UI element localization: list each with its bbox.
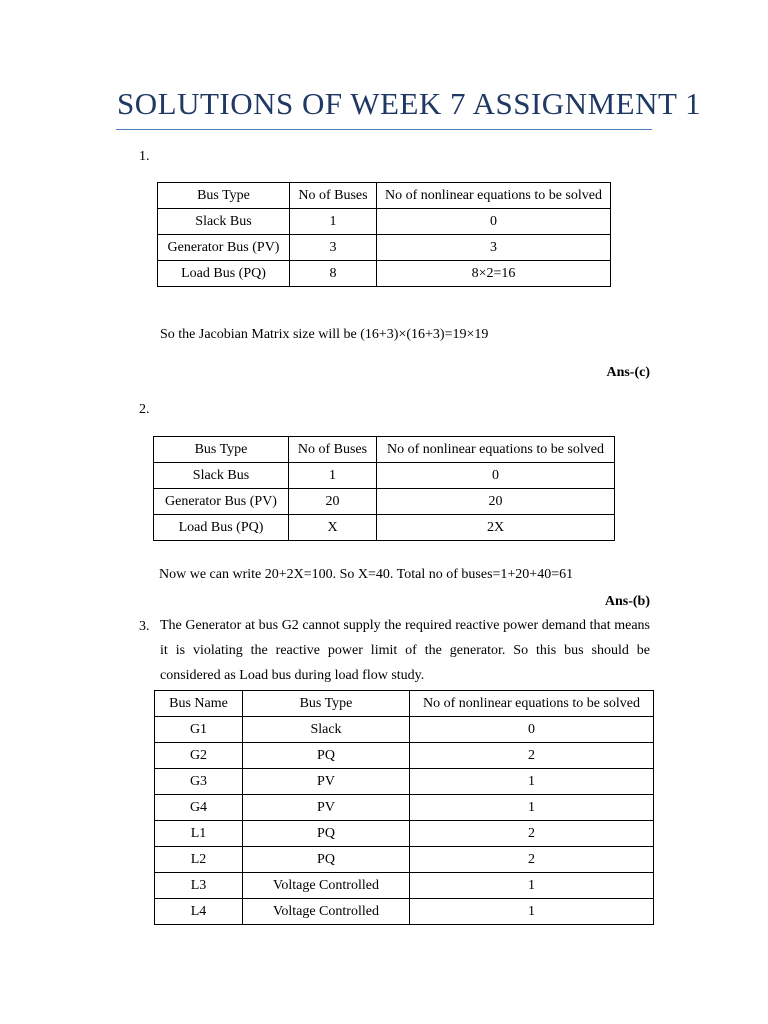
table-cell: 1: [289, 463, 377, 489]
table-cell: Load Bus (PQ): [154, 515, 289, 541]
table-row: [154, 515, 615, 541]
question-1-number: 1.: [139, 149, 150, 164]
table-cell: X: [289, 515, 377, 541]
table-cell: Slack Bus: [158, 209, 290, 235]
table-cell: 1: [410, 795, 654, 821]
table-cell: 1: [410, 769, 654, 795]
header-cell: Bus Type: [243, 691, 410, 717]
table-cell: PQ: [243, 743, 410, 769]
table-cell: L2: [155, 847, 243, 873]
table-row: [155, 769, 654, 795]
table-cell: Slack: [243, 717, 410, 743]
table-row: [155, 821, 654, 847]
table-cell: Voltage Controlled: [243, 873, 410, 899]
table-cell: Voltage Controlled: [243, 899, 410, 925]
table-cell: G2: [155, 743, 243, 769]
question-2-note: Now we can write 20+2X=100. So X=40. Total no of buses=1+20+40=61: [159, 567, 574, 582]
table-header-row: [155, 691, 654, 717]
table-cell: 3: [290, 235, 377, 261]
table-cell: G1: [155, 717, 243, 743]
page-title: SOLUTIONS OF WEEK 7 ASSIGNMENT 1: [117, 86, 702, 121]
table-row: [155, 795, 654, 821]
table-cell: 1: [410, 899, 654, 925]
header-cell: No of nonlinear equations to be solved: [410, 691, 654, 717]
table-cell: 2: [410, 821, 654, 847]
header-cell: Bus Type: [158, 183, 290, 209]
table-cell: 8×2=16: [377, 261, 611, 287]
question-2-number: 2.: [139, 402, 150, 417]
question-1-table: [157, 182, 611, 287]
question-3-number: 3.: [139, 619, 150, 634]
question-2-table: [153, 436, 615, 541]
header-cell: No of Buses: [289, 437, 377, 463]
table-row: [154, 489, 615, 515]
table-header-row: [158, 183, 611, 209]
title-underline: [116, 129, 652, 130]
table-cell: 20: [377, 489, 615, 515]
table-cell: G3: [155, 769, 243, 795]
table-row: [158, 209, 611, 235]
header-cell: No of nonlinear equations to be solved: [377, 183, 611, 209]
table-cell: Slack Bus: [154, 463, 289, 489]
table-row: [155, 717, 654, 743]
header-cell: No of Buses: [290, 183, 377, 209]
table-cell: 2: [410, 847, 654, 873]
table-cell: 0: [377, 463, 615, 489]
table-cell: PQ: [243, 847, 410, 873]
table-cell: 0: [377, 209, 611, 235]
table-row: [155, 873, 654, 899]
table-cell: 2: [410, 743, 654, 769]
table-cell: L3: [155, 873, 243, 899]
table-row: [155, 847, 654, 873]
table-cell: PV: [243, 795, 410, 821]
header-cell: Bus Name: [155, 691, 243, 717]
table-cell: G4: [155, 795, 243, 821]
question-3-table: [154, 690, 654, 925]
table-cell: L4: [155, 899, 243, 925]
table-cell: 1: [410, 873, 654, 899]
table-row: [158, 261, 611, 287]
table-row: [155, 899, 654, 925]
table-cell: PQ: [243, 821, 410, 847]
table-cell: 2X: [377, 515, 615, 541]
question-1-note: So the Jacobian Matrix size will be (16+3)×(16+3)=19×19: [160, 327, 489, 342]
table-row: [154, 463, 615, 489]
table-header-row: [154, 437, 615, 463]
table-cell: L1: [155, 821, 243, 847]
table-cell: Generator Bus (PV): [154, 489, 289, 515]
table-cell: 8: [290, 261, 377, 287]
table-cell: Load Bus (PQ): [158, 261, 290, 287]
table-cell: Generator Bus (PV): [158, 235, 290, 261]
table-cell: PV: [243, 769, 410, 795]
header-cell: No of nonlinear equations to be solved: [377, 437, 615, 463]
question-3-paragraph: The Generator at bus G2 cannot supply the required reactive power demand that means it is violating the reactive power limit of the generator. So this bus should be considered as Load bus during load flow study.: [160, 618, 650, 683]
table-row: [155, 743, 654, 769]
table-cell: 20: [289, 489, 377, 515]
header-cell: Bus Type: [154, 437, 289, 463]
table-cell: 1: [290, 209, 377, 235]
question-1-answer: Ans-(c): [606, 365, 650, 380]
table-cell: 0: [410, 717, 654, 743]
table-row: [158, 235, 611, 261]
question-2-answer: Ans-(b): [604, 594, 650, 609]
table-cell: 3: [377, 235, 611, 261]
